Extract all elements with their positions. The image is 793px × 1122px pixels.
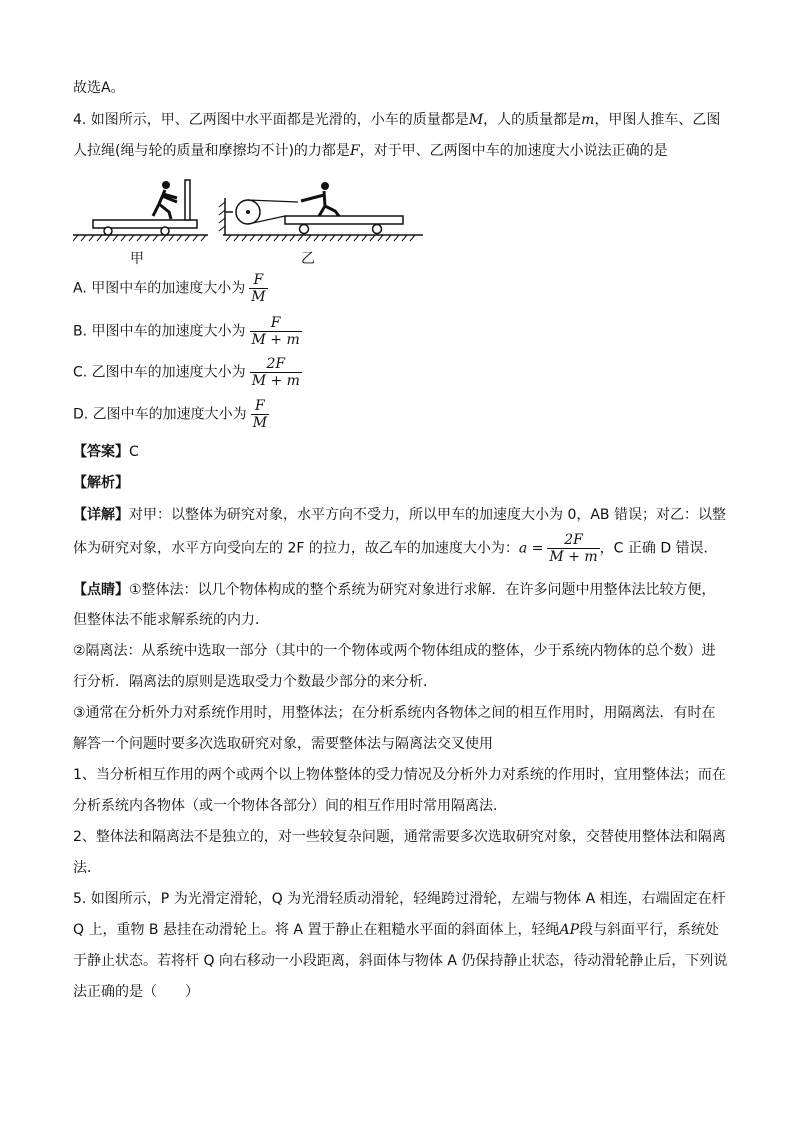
- point-1-line-1: [73, 765, 726, 785]
- text: 体为研究对象，水平方向受向左的 2F 的拉力，故乙车的加速度大小为：: [73, 540, 519, 557]
- equation-lhs: a =: [518, 540, 544, 557]
- point-2-line-1: [73, 827, 726, 847]
- text: 1、当分析相互作用的两个或两个以上物体整体的受力情况及分析外力对系统的作用时，宜用整体法；而在: [73, 767, 726, 783]
- analysis-line: [73, 473, 723, 493]
- text: 但整体法不能求解系统的内力．: [73, 612, 269, 628]
- physics-figure: [73, 178, 423, 267]
- fraction: [249, 272, 267, 305]
- text: Q 上，重物 B 悬挂在动滑轮上。将 A 置于静止在粗糙水平面的斜面体上，轻绳: [73, 922, 560, 938]
- detail-line-1: [73, 505, 726, 525]
- numerator: 2F: [547, 532, 599, 549]
- question-4-line-2: [73, 141, 723, 161]
- text: 对甲：以整体为研究对象，水平方向不受力，所以甲车的加速度大小为 0，AB 错误；对乙：以整: [129, 507, 726, 523]
- text: A. 甲图中车的加速度大小为: [73, 280, 246, 297]
- text-line: [73, 78, 723, 98]
- numerator: F: [249, 272, 267, 289]
- tip-line-4: [73, 672, 723, 692]
- text: 故选A。: [73, 80, 125, 96]
- option-a: [73, 272, 723, 305]
- fraction: [547, 532, 599, 565]
- figure-label-jia: 甲: [130, 251, 144, 267]
- text: ③通常在分析外力对系统作用时，用整体法；在分析系统内各物体之间的相互作用时，用隔离法．有时在: [73, 705, 716, 721]
- text: 法正确的是（ ）: [73, 984, 199, 1000]
- tip-line-6: [73, 734, 723, 754]
- tip-line-1: [73, 580, 723, 600]
- var-M: M: [468, 112, 484, 128]
- text: C. 乙图中车的加速度大小为: [73, 364, 246, 381]
- denominator: M + m: [549, 549, 598, 565]
- text: 解答一个问题时要多次选取研究对象，需要整体法与隔离法交叉使用: [73, 736, 493, 752]
- option-b: [73, 315, 723, 348]
- analysis-tag: 【解析】: [73, 475, 129, 491]
- text: 4. 如图所示，甲、乙两图中水平面都是光滑的，小车的质量都是: [73, 112, 469, 128]
- text: 5. 如图所示，P 为光滑定滑轮，Q 为光滑轻质动滑轮，轻绳跨过滑轮，左端与物体 A 相连，右端固定在杆: [73, 891, 726, 907]
- detail-line-2: [73, 532, 723, 565]
- text: ，人的质量都是: [483, 112, 582, 128]
- numerator: F: [251, 398, 269, 415]
- fraction: [250, 356, 302, 389]
- denominator: M + m: [251, 332, 300, 348]
- text: ②隔离法：从系统中选取一部分（其中的一个物体或两个物体组成的整体，少于系统内物体的总个数）进: [73, 643, 716, 659]
- fraction: [250, 315, 302, 348]
- question-4-line-1: [73, 110, 723, 130]
- text: 于静止状态。若将杆 Q 向右移动一小段距离，斜面体与物体 A 仍保持静止状态，待动滑轮静止后，下列说: [73, 953, 728, 969]
- var-AP: AP: [559, 922, 579, 938]
- denominator: M: [252, 415, 268, 431]
- var-F: F: [349, 143, 360, 159]
- text: B. 甲图中车的加速度大小为: [73, 323, 246, 340]
- answer-tag: 【答案】: [73, 444, 129, 460]
- question-5-line-4: [73, 982, 723, 1002]
- option-d: [73, 398, 723, 431]
- denominator: M + m: [251, 373, 300, 389]
- text: D. 乙图中车的加速度大小为: [73, 406, 247, 423]
- text: 行分析．隔离法的原则是选取受力个数最少部分的来分析．: [73, 674, 437, 690]
- question-5-line-2: [73, 920, 723, 940]
- var-m: m: [581, 112, 595, 128]
- point-1-line-2: [73, 796, 723, 816]
- text: ①整体法：以几个物体构成的整个系统为研究对象进行求解．在许多问题中用整体法比较方便，: [129, 582, 716, 598]
- answer-value: C: [129, 444, 139, 460]
- option-c: [73, 356, 723, 389]
- cart-diagram: [73, 178, 423, 248]
- tip-tag: 【点睛】: [73, 582, 129, 598]
- detail-tag: 【详解】: [73, 507, 129, 523]
- question-5-line-1: [73, 889, 726, 909]
- text: ，对于甲、乙两图中车的加速度大小说法正确的是: [359, 143, 668, 159]
- text: 段与斜面平行，系统处: [578, 922, 719, 938]
- tip-line-5: [73, 703, 723, 723]
- text: ，C 正确 D 错误．: [599, 540, 718, 557]
- numerator: F: [250, 315, 302, 332]
- text: 分析系统内各物体（或一个物体各部分）间的相互作用时常用隔离法．: [73, 798, 507, 814]
- text: 人拉绳(绳与轮的质量和摩擦均不计)的力都是: [73, 143, 350, 159]
- tip-line-3: [73, 641, 723, 661]
- fraction: [251, 398, 269, 431]
- figure-label-yi: 乙: [301, 251, 315, 267]
- tip-line-2: [73, 610, 723, 630]
- point-2-line-2: [73, 858, 723, 878]
- answer-line: [73, 442, 723, 462]
- numerator: 2F: [250, 356, 302, 373]
- denominator: M: [251, 289, 266, 305]
- text: ，甲图人推车、乙图: [594, 112, 721, 128]
- text: 2、整体法和隔离法不是独立的，对一些较复杂问题，通常需要多次选取研究对象，交替使用整体法和隔离: [73, 829, 726, 845]
- text: 法．: [73, 860, 101, 876]
- question-5-line-3: [73, 951, 728, 971]
